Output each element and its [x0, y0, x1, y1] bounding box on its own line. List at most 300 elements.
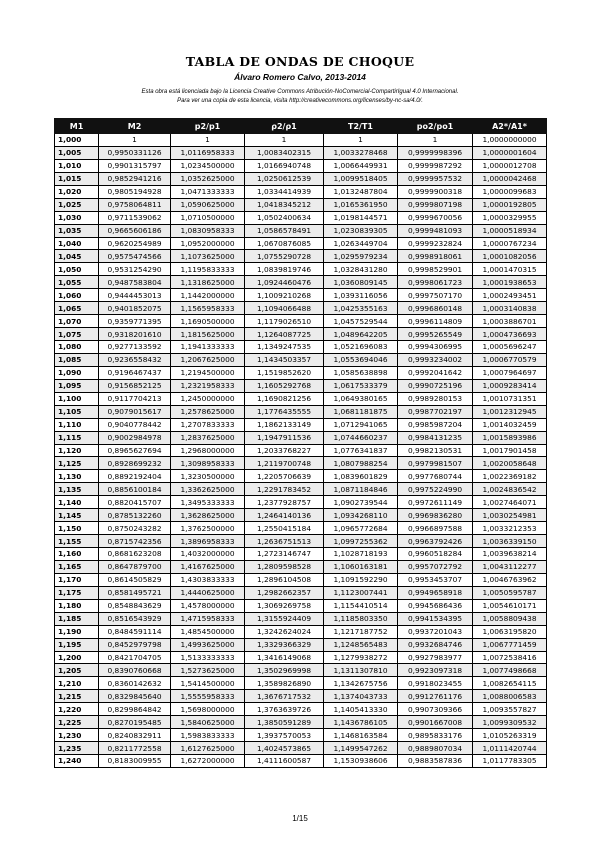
table-row — [55, 392, 547, 405]
table-cell: 1,0017901458 — [473, 444, 547, 457]
table-cell: 1,0077498668 — [473, 664, 547, 677]
table-cell: 0,8581495721 — [99, 586, 171, 599]
table-cell: 0,8928699232 — [99, 457, 171, 470]
table-cell: 1,0334414939 — [245, 185, 324, 198]
table-cell: 0,9999670056 — [398, 211, 473, 224]
table-cell: 0,9002984978 — [99, 431, 171, 444]
table-cell: 1,1264087725 — [245, 328, 324, 341]
table-cell: 0,9972611149 — [398, 496, 473, 509]
table-cell: 1,2723146747 — [245, 548, 324, 561]
table-cell: 1,2578625000 — [171, 405, 245, 418]
table-cell: 1,3763639726 — [245, 703, 324, 716]
table-row — [55, 677, 547, 690]
table-cell: 0,9997507170 — [398, 289, 473, 302]
table-cell: 1,2809598528 — [245, 560, 324, 573]
page-number: 1/15 — [292, 814, 308, 823]
table-cell: 0,9966897588 — [398, 522, 473, 535]
table-cell: 0,9945686436 — [398, 599, 473, 612]
table-cell: 1 — [99, 134, 171, 147]
table-row — [55, 612, 547, 625]
table-cell: 0,9937201043 — [398, 625, 473, 638]
mach-number-cell: 1,140 — [55, 496, 99, 509]
table-cell: 1,3495333333 — [171, 496, 245, 509]
table-row — [55, 638, 547, 651]
mach-number-cell: 1,040 — [55, 237, 99, 250]
mach-number-cell: 1,220 — [55, 703, 99, 716]
table-cell: 1,3416149068 — [245, 651, 324, 664]
table-cell: 1,1690500000 — [171, 315, 245, 328]
table-cell: 1,0036339150 — [473, 535, 547, 548]
table-cell: 0,9998061723 — [398, 276, 473, 289]
table-cell: 1,0457529544 — [324, 315, 398, 328]
mach-number-cell: 1,085 — [55, 353, 99, 366]
table-row — [55, 690, 547, 703]
mach-number-cell: 1,075 — [55, 328, 99, 341]
table-cell: 1,0585638898 — [324, 366, 398, 379]
table-cell: 1,0425355163 — [324, 302, 398, 315]
table-cell: 1,1565958333 — [171, 302, 245, 315]
column-header: M1 — [55, 119, 99, 134]
mach-number-cell: 1,010 — [55, 159, 99, 172]
table-cell: 0,9977680744 — [398, 470, 473, 483]
table-cell: 1,0043112277 — [473, 560, 547, 573]
table-row — [55, 664, 547, 677]
mach-number-cell: 1,070 — [55, 315, 99, 328]
mach-number-cell: 1,065 — [55, 302, 99, 315]
table-cell: 1,3850591289 — [245, 716, 324, 729]
table-cell: 0,9932684746 — [398, 638, 473, 651]
table-row — [55, 353, 547, 366]
table-cell: 1,1091592290 — [324, 573, 398, 586]
table-cell: 1,0617533379 — [324, 379, 398, 392]
mach-number-cell: 1,230 — [55, 729, 99, 742]
table-cell: 1,0165361950 — [324, 198, 398, 211]
table-cell: 1,0024836542 — [473, 483, 547, 496]
table-cell: 1,0839819746 — [245, 263, 324, 276]
table-cell: 1,0003886701 — [473, 315, 547, 328]
table-cell: 0,8681623208 — [99, 548, 171, 561]
table-cell: 0,9998529901 — [398, 263, 473, 276]
table-cell: 1,0001470315 — [473, 263, 547, 276]
table-cell: 0,9999998396 — [398, 146, 473, 159]
table-cell: 0,8390760668 — [99, 664, 171, 677]
table-cell: 0,8299864842 — [99, 703, 171, 716]
column-header: A2*/A1* — [473, 119, 547, 134]
table-row — [55, 729, 547, 742]
table-row — [55, 237, 547, 250]
table-cell: 1,0072538416 — [473, 651, 547, 664]
table-cell: 1,1073625000 — [171, 250, 245, 263]
table-cell: 1,0000099683 — [473, 185, 547, 198]
mach-number-cell: 1,170 — [55, 573, 99, 586]
table-cell: 0,9969836280 — [398, 509, 473, 522]
table-cell: 0,9117704213 — [99, 392, 171, 405]
table-cell: 1,0352625000 — [171, 172, 245, 185]
table-cell: 0,9852941216 — [99, 172, 171, 185]
table-cell: 1,0000042468 — [473, 172, 547, 185]
table-cell: 1,4440625000 — [171, 586, 245, 599]
table-cell: 1,3069269758 — [245, 599, 324, 612]
table-cell: 1,0000329955 — [473, 211, 547, 224]
table-row — [55, 535, 547, 548]
table-cell: 1,0117783305 — [473, 755, 547, 768]
table-cell: 1,2636751513 — [245, 535, 324, 548]
table-cell: 1,1941333333 — [171, 341, 245, 354]
table-cell: 1,0014032459 — [473, 418, 547, 431]
table-cell: 1,2550415184 — [245, 522, 324, 535]
table-cell: 1,0033278468 — [324, 146, 398, 159]
table-row — [55, 315, 547, 328]
table-cell: 1,3589826890 — [245, 677, 324, 690]
table-cell: 1,0093557827 — [473, 703, 547, 716]
license-notice — [0, 88, 600, 106]
table-cell: 1,0004736693 — [473, 328, 547, 341]
table-cell: 0,9990725196 — [398, 379, 473, 392]
table-cell: 1,1499547262 — [324, 742, 398, 755]
table-row — [55, 716, 547, 729]
table-cell: 0,9995265549 — [398, 328, 473, 341]
mach-number-cell: 1,180 — [55, 599, 99, 612]
table-cell: 1,0586578491 — [245, 224, 324, 237]
table-row — [55, 742, 547, 755]
table-cell: 0,8647879700 — [99, 560, 171, 573]
table-cell: 0,8820415707 — [99, 496, 171, 509]
author-line: Álvaro Romero Calvo, 2013-2014 — [234, 72, 366, 82]
table-cell: 0,9992041642 — [398, 366, 473, 379]
table-cell: 1,0712941065 — [324, 418, 398, 431]
table-cell: 1,0020058648 — [473, 457, 547, 470]
mach-number-cell: 1,190 — [55, 625, 99, 638]
table-cell: 1,0924460476 — [245, 276, 324, 289]
table-cell: 1,0003140838 — [473, 302, 547, 315]
table-cell: 0,9999900318 — [398, 185, 473, 198]
table-cell: 0,9444453013 — [99, 289, 171, 302]
table-cell: 1,1862133149 — [245, 418, 324, 431]
table-cell: 0,9907309366 — [398, 703, 473, 716]
table-cell: 1 — [398, 134, 473, 147]
column-header: M2 — [99, 119, 171, 134]
column-header: ρ2/ρ1 — [245, 119, 324, 134]
table-cell: 1,1185803350 — [324, 612, 398, 625]
mach-number-cell: 1,175 — [55, 586, 99, 599]
table-cell: 0,8452979798 — [99, 638, 171, 651]
table-cell: 1,4303833333 — [171, 573, 245, 586]
table-cell: 0,9889807034 — [398, 742, 473, 755]
table-cell: 0,9912761176 — [398, 690, 473, 703]
table-cell: 1,0007964697 — [473, 366, 547, 379]
table-cell: 1,0839601829 — [324, 470, 398, 483]
table-cell: 0,9901667008 — [398, 716, 473, 729]
table-cell: 1,0039638214 — [473, 548, 547, 561]
table-cell: 0,9487583804 — [99, 276, 171, 289]
table-cell: 0,9950331126 — [99, 146, 171, 159]
table-cell: 1,1318625000 — [171, 276, 245, 289]
table-cell: 1,0015893986 — [473, 431, 547, 444]
table-row — [55, 457, 547, 470]
table-cell: 1,0553694046 — [324, 353, 398, 366]
table-cell: 0,9927983977 — [398, 651, 473, 664]
table-cell: 0,8183009955 — [99, 755, 171, 768]
table-cell: 1,4854500000 — [171, 625, 245, 638]
table-body — [55, 134, 547, 768]
table-cell: 1,0263449704 — [324, 237, 398, 250]
table-cell: 1,1815625000 — [171, 328, 245, 341]
table-cell: 1,1123007441 — [324, 586, 398, 599]
table-row — [55, 198, 547, 211]
table-cell: 1,0000012708 — [473, 159, 547, 172]
table-cell: 1,0001938653 — [473, 276, 547, 289]
table-cell: 0,9665606186 — [99, 224, 171, 237]
table-cell: 1,0105263319 — [473, 729, 547, 742]
table-cell: 1,1060163181 — [324, 560, 398, 573]
table-cell: 1,5133333333 — [171, 651, 245, 664]
table-cell: 1,0033212353 — [473, 522, 547, 535]
table-cell: 1,3329366329 — [245, 638, 324, 651]
mach-number-cell: 1,150 — [55, 522, 99, 535]
table-cell: 1,0710500000 — [171, 211, 245, 224]
table-row — [55, 755, 547, 768]
table-cell: 1,0000518934 — [473, 224, 547, 237]
table-cell: 0,9758064811 — [99, 198, 171, 211]
table-cell: 0,9953453707 — [398, 573, 473, 586]
table-cell: 1,1468163584 — [324, 729, 398, 742]
table-row — [55, 496, 547, 509]
table-cell: 0,8240832911 — [99, 729, 171, 742]
table-cell: 0,9979981507 — [398, 457, 473, 470]
table-cell: 0,9999987292 — [398, 159, 473, 172]
table-cell: 1,6127625000 — [171, 742, 245, 755]
table-cell: 0,9923097318 — [398, 664, 473, 677]
table-cell: 1,4024573865 — [245, 742, 324, 755]
table-cell: 0,8270195485 — [99, 716, 171, 729]
table-cell: 1,0830958333 — [171, 224, 245, 237]
mach-number-cell: 1,225 — [55, 716, 99, 729]
table-cell: 1,0649380165 — [324, 392, 398, 405]
table-cell: 1,1519852620 — [245, 366, 324, 379]
mach-number-cell: 1,185 — [55, 612, 99, 625]
table-cell: 0,8965627694 — [99, 444, 171, 457]
table-cell: 1,3242624024 — [245, 625, 324, 638]
table-row — [55, 366, 547, 379]
table-row — [55, 302, 547, 315]
table-cell: 0,9998918061 — [398, 250, 473, 263]
mach-number-cell: 1,030 — [55, 211, 99, 224]
table-cell: 1,0965772684 — [324, 522, 398, 535]
table-row — [55, 289, 547, 302]
table-cell: 1,0002493451 — [473, 289, 547, 302]
table-cell: 1,1195833333 — [171, 263, 245, 276]
table-cell: 1,2450000000 — [171, 392, 245, 405]
table-cell: 1,0022369182 — [473, 470, 547, 483]
license-line-1: Esta obra está licenciada bajo la Licencia Creative Commons Atribución-NoComercial-CompartirIgual 4.0 Internacional. — [141, 89, 459, 95]
table-cell: 1,2707833333 — [171, 418, 245, 431]
table-cell: 1,1442000000 — [171, 289, 245, 302]
table-cell: 1,0001082056 — [473, 250, 547, 263]
table-cell: 1,5840625000 — [171, 716, 245, 729]
table-cell: 1,3937570053 — [245, 729, 324, 742]
table-cell: 0,9883587836 — [398, 755, 473, 768]
mach-number-cell: 1,195 — [55, 638, 99, 651]
table-cell: 0,9318201610 — [99, 328, 171, 341]
table-cell: 1,2837625000 — [171, 431, 245, 444]
table-cell: 1,0934268110 — [324, 509, 398, 522]
mach-number-cell: 1,200 — [55, 651, 99, 664]
table-cell: 1,1776435555 — [245, 405, 324, 418]
mach-number-cell: 1,045 — [55, 250, 99, 263]
table-cell: 1,0000001604 — [473, 146, 547, 159]
table-cell: 0,9982130531 — [398, 444, 473, 457]
mach-number-cell: 1,100 — [55, 392, 99, 405]
table-cell: 1,4993625000 — [171, 638, 245, 651]
table-cell: 1,0005696247 — [473, 341, 547, 354]
mach-number-cell: 1,005 — [55, 146, 99, 159]
table-row — [55, 185, 547, 198]
table-cell: 0,8484591114 — [99, 625, 171, 638]
table-cell: 1,0099518405 — [324, 172, 398, 185]
table-cell: 0,9960518284 — [398, 548, 473, 561]
table-cell: 1,0471333333 — [171, 185, 245, 198]
table-row — [55, 444, 547, 457]
table-cell: 1,4111600587 — [245, 755, 324, 768]
table-cell: 1,3762500000 — [171, 522, 245, 535]
table-cell: 0,9805194928 — [99, 185, 171, 198]
mach-number-cell: 1,090 — [55, 366, 99, 379]
table-cell: 1,1217187752 — [324, 625, 398, 638]
mach-number-cell: 1,235 — [55, 742, 99, 755]
table-cell: 1,2194500000 — [171, 366, 245, 379]
table-cell: 0,8211772558 — [99, 742, 171, 755]
column-header: po2/po1 — [398, 119, 473, 134]
table-cell: 0,9711539062 — [99, 211, 171, 224]
table-cell: 1,0871184846 — [324, 483, 398, 496]
table-row — [55, 703, 547, 716]
table-cell: 0,9999481093 — [398, 224, 473, 237]
mach-number-cell: 1,055 — [55, 276, 99, 289]
mach-number-cell: 1,210 — [55, 677, 99, 690]
table-cell: 0,8856100184 — [99, 483, 171, 496]
table-cell: 1,1094066488 — [245, 302, 324, 315]
mach-number-cell: 1,000 — [55, 134, 99, 147]
table-cell: 1,1311307810 — [324, 664, 398, 677]
table-row — [55, 379, 547, 392]
table-cell: 1,3502969998 — [245, 664, 324, 677]
table-cell: 0,8360142632 — [99, 677, 171, 690]
mach-number-cell: 1,095 — [55, 379, 99, 392]
mach-number-cell: 1,110 — [55, 418, 99, 431]
table-row — [55, 276, 547, 289]
table-row — [55, 159, 547, 172]
table-cell: 1,1279938272 — [324, 651, 398, 664]
table-cell: 0,9975224990 — [398, 483, 473, 496]
table-cell: 1,0521696083 — [324, 341, 398, 354]
table-cell: 1,0050595787 — [473, 586, 547, 599]
table-cell: 1,0082654115 — [473, 677, 547, 690]
table-row — [55, 548, 547, 561]
mach-number-cell: 1,135 — [55, 483, 99, 496]
mach-number-cell: 1,205 — [55, 664, 99, 677]
table-cell: 1,0009283414 — [473, 379, 547, 392]
table-header-row — [55, 119, 547, 134]
table-cell: 0,8715742356 — [99, 535, 171, 548]
table-cell: 1,5273625000 — [171, 664, 245, 677]
table-row — [55, 405, 547, 418]
table-cell: 1,3676717532 — [245, 690, 324, 703]
table-cell: 1,2377928757 — [245, 496, 324, 509]
table-row — [55, 560, 547, 573]
table-cell: 1,0234500000 — [171, 159, 245, 172]
table-cell: 0,9079015617 — [99, 405, 171, 418]
table-cell: 0,9984131235 — [398, 431, 473, 444]
table-cell: 1,2291783452 — [245, 483, 324, 496]
table-row — [55, 146, 547, 159]
table-row — [55, 573, 547, 586]
table-cell: 1,0083402315 — [245, 146, 324, 159]
table-cell: 1,0116958333 — [171, 146, 245, 159]
table-cell: 1,0000192805 — [473, 198, 547, 211]
table-cell: 1,0099309532 — [473, 716, 547, 729]
table-cell: 0,9277133592 — [99, 341, 171, 354]
table-cell: 1,3155924409 — [245, 612, 324, 625]
table-cell: 1,0328431280 — [324, 263, 398, 276]
table-cell: 0,8516543929 — [99, 612, 171, 625]
table-cell: 1,0132487804 — [324, 185, 398, 198]
mach-number-cell: 1,240 — [55, 755, 99, 768]
table-cell: 1,1434503357 — [245, 353, 324, 366]
table-cell: 1,1342675756 — [324, 677, 398, 690]
table-cell: 0,9999232824 — [398, 237, 473, 250]
table-cell: 0,9531254290 — [99, 263, 171, 276]
table-row — [55, 134, 547, 147]
table-cell: 0,9236558432 — [99, 353, 171, 366]
table-cell: 0,9895833176 — [398, 729, 473, 742]
table-cell: 1,0295979234 — [324, 250, 398, 263]
table-cell: 0,9987702197 — [398, 405, 473, 418]
table-cell: 0,9941534395 — [398, 612, 473, 625]
table-cell: 0,9963792426 — [398, 535, 473, 548]
table-cell: 1 — [245, 134, 324, 147]
table-cell: 1,0744660237 — [324, 431, 398, 444]
mach-number-cell: 1,035 — [55, 224, 99, 237]
table-cell: 1,0063195820 — [473, 625, 547, 638]
table-cell: 1,0250612539 — [245, 172, 324, 185]
table-cell: 1,0166940748 — [245, 159, 324, 172]
table-cell: 1,5698000000 — [171, 703, 245, 716]
table-cell: 1,1947911536 — [245, 431, 324, 444]
table-cell: 1,0807988254 — [324, 457, 398, 470]
table-cell: 1,1349247535 — [245, 341, 324, 354]
table-cell: 0,9040778442 — [99, 418, 171, 431]
table-cell: 1,0502400634 — [245, 211, 324, 224]
table-cell: 0,8750243282 — [99, 522, 171, 535]
table-cell: 0,9620254989 — [99, 237, 171, 250]
table-cell: 1,2119700748 — [245, 457, 324, 470]
table-cell: 1,0067771459 — [473, 638, 547, 651]
table-cell: 1,0952000000 — [171, 237, 245, 250]
license-line-2: Para ver una copia de esta licencia, visita http://creativecommons.org/licenses/by-nc-sa/4.0/. — [177, 98, 423, 104]
table-cell: 0,9989280153 — [398, 392, 473, 405]
table-cell: 1,1605292768 — [245, 379, 324, 392]
table-cell: 1,3098958333 — [171, 457, 245, 470]
mach-number-cell: 1,165 — [55, 560, 99, 573]
table-cell: 1,2033768227 — [245, 444, 324, 457]
table-row — [55, 341, 547, 354]
table-cell: 0,9359771395 — [99, 315, 171, 328]
table-cell: 1,4032000000 — [171, 548, 245, 561]
mach-number-cell: 1,020 — [55, 185, 99, 198]
table-cell: 0,9957072792 — [398, 560, 473, 573]
table-cell: 0,9575474566 — [99, 250, 171, 263]
table-cell: 0,9401852075 — [99, 302, 171, 315]
